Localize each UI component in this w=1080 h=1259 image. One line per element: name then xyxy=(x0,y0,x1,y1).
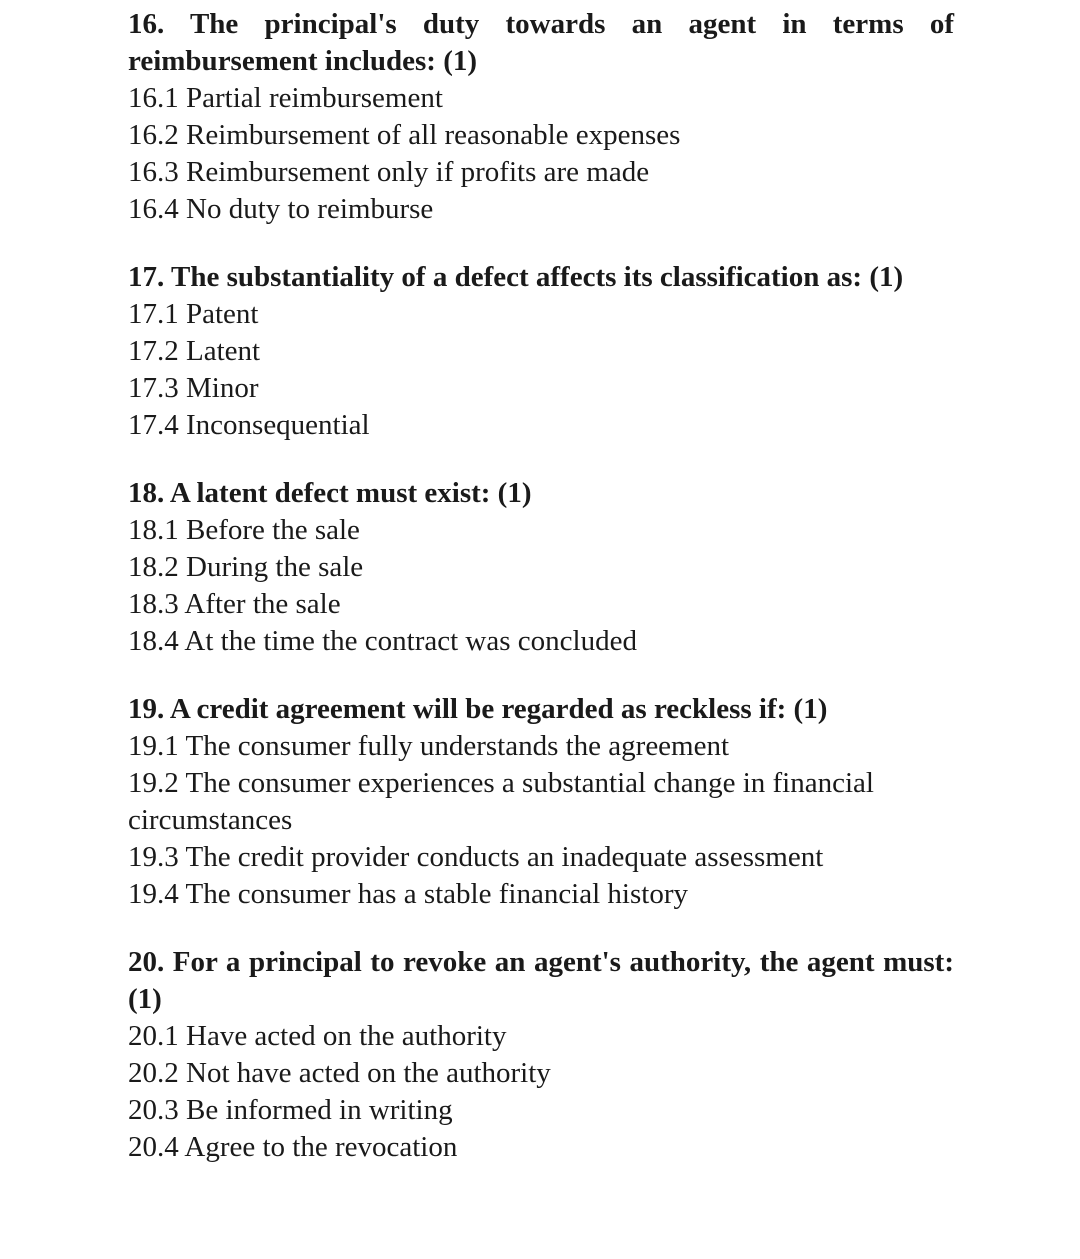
answer-option: 19.3 The credit provider conducts an inadequate assessment xyxy=(128,841,824,873)
question-17 xyxy=(128,259,954,444)
answer-option: 18.2 During the sale xyxy=(128,551,364,583)
answer-option: 18.4 At the time the contract was concluded xyxy=(128,625,637,657)
question-title: 16. The principal's duty towards an agent in terms of reimbursement includes: (1) xyxy=(128,8,954,77)
answer-option: 16.1 Partial reimbursement xyxy=(128,82,443,114)
answer-option: 16.2 Reimbursement of all reasonable expenses xyxy=(128,119,681,151)
answer-option: 20.3 Be informed in writing xyxy=(128,1094,453,1126)
answer-option: 19.4 The consumer has a stable financial history xyxy=(128,878,688,910)
question-title: 20. For a principal to revoke an agent's authority, the agent must: (1) xyxy=(128,946,954,1015)
document-page xyxy=(128,6,954,1197)
answer-option: 16.4 No duty to reimburse xyxy=(128,193,434,225)
answer-option: 18.1 Before the sale xyxy=(128,514,360,546)
answer-option: 17.4 Inconsequential xyxy=(128,409,370,441)
question-18 xyxy=(128,475,954,660)
answer-option: 20.2 Not have acted on the authority xyxy=(128,1057,551,1089)
answer-option: 18.3 After the sale xyxy=(128,588,341,620)
question-title: 19. A credit agreement will be regarded as reckless if: (1) xyxy=(128,693,828,725)
answer-option: 20.1 Have acted on the authority xyxy=(128,1020,507,1052)
answer-option: 20.4 Agree to the revocation xyxy=(128,1131,458,1163)
answer-option: 19.1 The consumer fully understands the agreement xyxy=(128,730,730,762)
question-20 xyxy=(128,944,954,1166)
question-19 xyxy=(128,691,954,913)
question-title: 17. The substantiality of a defect affects its classification as: (1) xyxy=(128,261,904,293)
question-16 xyxy=(128,6,954,228)
answer-option: 17.3 Minor xyxy=(128,372,259,404)
answer-option: 17.2 Latent xyxy=(128,335,261,367)
answer-option: 16.3 Reimbursement only if profits are made xyxy=(128,156,650,188)
question-title: 18. A latent defect must exist: (1) xyxy=(128,477,532,509)
answer-option: 19.2 The consumer experiences a substantial change in financial circumstances xyxy=(128,767,874,836)
answer-option: 17.1 Patent xyxy=(128,298,259,330)
